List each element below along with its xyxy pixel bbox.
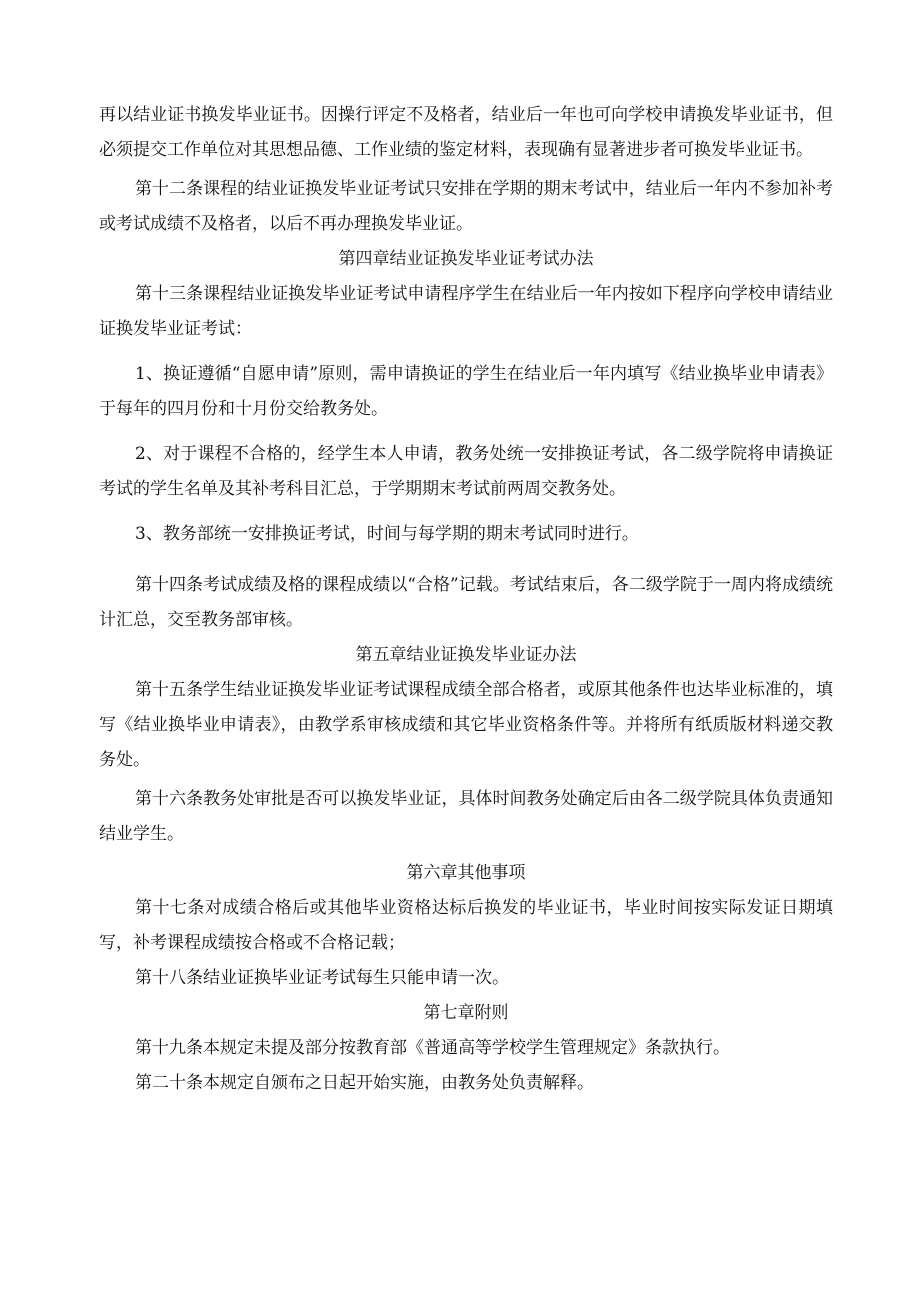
- article-20: 第二十条本规定自颁布之日起开始实施，由教务处负责解释。: [135, 1073, 594, 1093]
- list-item-1: 1、换证遵循“自愿申请”原则，需申请换证的学生在结业后一年内填写《结业换毕业申请表》于每年的四月份和十月份交给教务处。: [99, 364, 833, 419]
- article-15: 第十五条学生结业证换发毕业证考试课程成绩全部合格者，或原其他条件也达毕业标准的，填写《结业换毕业申请表》，由教学系审核成绩和其它毕业资格条件等。并将所有纸质版材料递交教务处。: [99, 680, 833, 770]
- article-13: 第十三条课程结业证换发毕业证考试申请程序学生在结业后一年内按如下程序向学校申请结业证换发毕业证考试：: [99, 284, 833, 339]
- article-14: 第十四条考试成绩及格的课程成绩以“合格”记载。考试结束后，各二级学院于一周内将成绩统计汇总，交至教务部审核。: [99, 575, 833, 630]
- chapter-4-heading: 第四章结业证换发毕业证考试办法: [338, 249, 594, 269]
- article-17: 第十七条对成绩合格后或其他毕业资格达标后换发的毕业证书，毕业时间按实际发证日期填写，补考课程成绩按合格或不合格记载；: [99, 898, 833, 953]
- chapter-6-heading: 第六章其他事项: [406, 863, 526, 883]
- paragraph-continuation: 再以结业证书换发毕业证书。因操行评定不及格者，结业后一年也可向学校申请换发毕业证书，但必须提交工作单位对其思想品德、工作业绩的鉴定材料，表现确有显著进步者可换发毕业证书。: [99, 105, 833, 160]
- list-item-3: 3、教务部统一安排换证考试，时间与每学期的期末考试同时进行。: [135, 524, 639, 544]
- list-item-2: 2、对于课程不合格的，经学生本人申请，教务处统一安排换证考试，各二级学院将申请换证考试的学生名单及其补考科目汇总，于学期期末考试前两周交教务处。: [99, 444, 833, 499]
- article-16: 第十六条教务处审批是否可以换发毕业证，具体时间教务处确定后由各二级学院具体负责通知结业学生。: [99, 789, 833, 844]
- article-18: 第十八条结业证换毕业证考试每生只能申请一次。: [135, 968, 509, 988]
- chapter-5-heading: 第五章结业证换发毕业证办法: [355, 645, 577, 665]
- article-12: 第十二条课程的结业证换发毕业证考试只安排在学期的期末考试中，结业后一年内不参加补考或考试成绩不及格者，以后不再办理换发毕业证。: [99, 179, 833, 234]
- chapter-7-heading: 第七章附则: [423, 1003, 509, 1023]
- document-page: [99, 98, 833, 1101]
- article-19: 第十九条本规定未提及部分按教育部《普通高等学校学生管理规定》条款执行。: [135, 1038, 730, 1058]
